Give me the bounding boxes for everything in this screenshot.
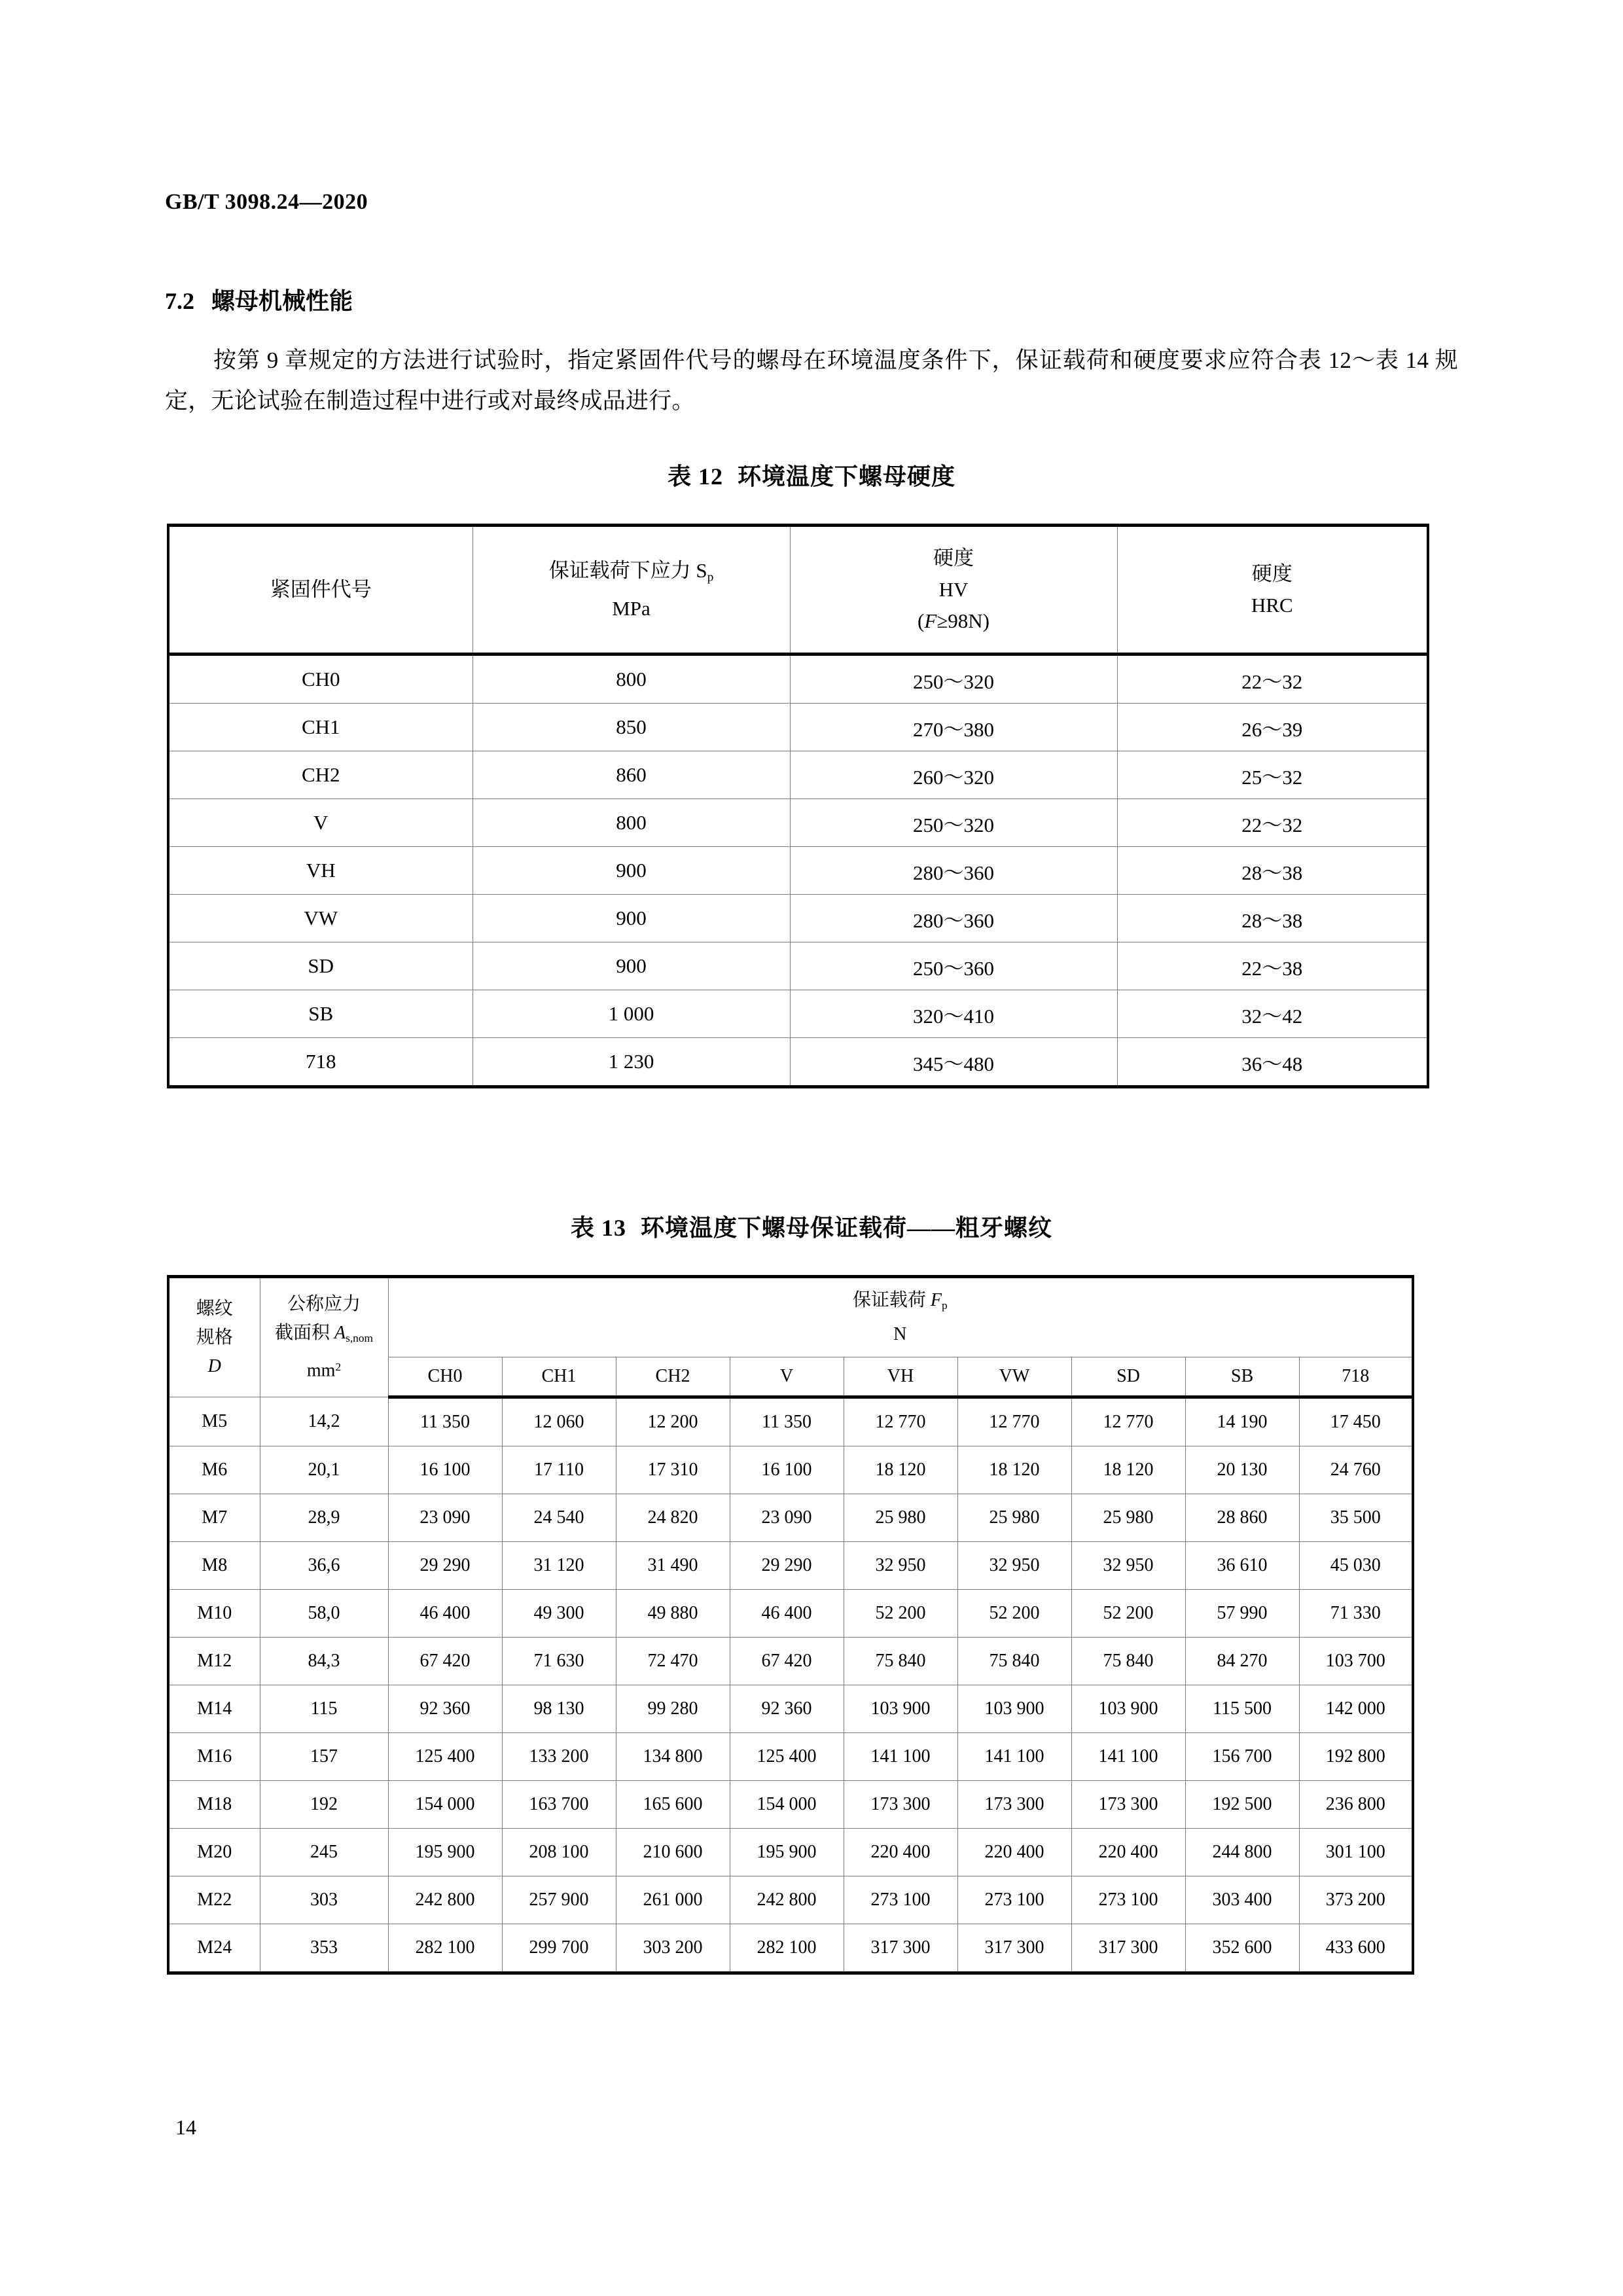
table-13-cell-proof-load: 25 980 [844, 1494, 957, 1542]
table-12-cell-hrc: 22～38 [1117, 942, 1428, 990]
table-13-cell-thread-size: M7 [168, 1494, 260, 1542]
table-13-cell-proof-load: 195 900 [388, 1829, 502, 1876]
table-13-cell-proof-load: 14 190 [1185, 1397, 1299, 1446]
table-12-cell-stress: 900 [473, 942, 790, 990]
table-13-cell-proof-load: 71 330 [1299, 1590, 1413, 1638]
table-13-cell-proof-load: 236 800 [1299, 1781, 1413, 1829]
table-13-caption [0, 1210, 1623, 1243]
table-12-body [168, 655, 1428, 1087]
table-12-cell-hv: 250～360 [790, 942, 1117, 990]
table-12-cell-hv: 320～410 [790, 990, 1117, 1038]
table-12-cell-hrc: 28～38 [1117, 847, 1428, 895]
table-row [168, 1733, 1413, 1781]
table-13-cell-proof-load: 71 630 [502, 1638, 616, 1685]
table-12-cell-hv: 260～320 [790, 751, 1117, 799]
table-13-cell-proof-load: 25 980 [1071, 1494, 1185, 1542]
table-13-cell-proof-load: 31 120 [502, 1542, 616, 1590]
table-12-cell-hrc: 28～38 [1117, 895, 1428, 942]
table-13-cell-stress-area: 58,0 [260, 1590, 388, 1638]
table-13-cell-proof-load: 32 950 [1071, 1542, 1185, 1590]
table-13-col-header-thread [168, 1277, 260, 1397]
table-row [168, 704, 1428, 751]
table-13-cell-proof-load: 52 200 [1071, 1590, 1185, 1638]
header-text-area-line1: 公称应力 [287, 1293, 361, 1314]
table-13-cell-proof-load: 23 090 [388, 1494, 502, 1542]
table-13-cell-proof-load: 92 360 [388, 1685, 502, 1733]
table-12-cell-stress: 850 [473, 704, 790, 751]
table-13-cell-proof-load: 192 800 [1299, 1733, 1413, 1781]
table-13-col-header-grade: CH1 [502, 1357, 616, 1397]
table-13-cell-stress-area: 115 [260, 1685, 388, 1733]
table-13-cell-proof-load: 45 030 [1299, 1542, 1413, 1590]
table-13-cell-proof-load: 31 490 [616, 1542, 730, 1590]
table-13-cell-proof-load: 303 200 [616, 1924, 730, 1973]
table-12-caption [0, 458, 1623, 492]
table-13-cell-proof-load: 125 400 [730, 1733, 844, 1781]
table-13-col-header-grade: CH0 [388, 1357, 502, 1397]
table-12-cell-hv: 250～320 [790, 799, 1117, 847]
table-13-cell-stress-area: 192 [260, 1781, 388, 1829]
table-13-cell-thread-size: M16 [168, 1733, 260, 1781]
table-13 [167, 1275, 1414, 1975]
table-13-cell-stress-area: 245 [260, 1829, 388, 1876]
table-13-cell-proof-load: 35 500 [1299, 1494, 1413, 1542]
document-header-code: GB/T 3098.24—2020 [165, 190, 368, 214]
table-13-cell-stress-area: 157 [260, 1733, 388, 1781]
table-12-cell-hrc: 22～32 [1117, 655, 1428, 704]
table-13-cell-proof-load: 103 900 [957, 1685, 1071, 1733]
table-13-cell-thread-size: M10 [168, 1590, 260, 1638]
table-13-cell-proof-load: 29 290 [730, 1542, 844, 1590]
table-12-col-header-hv [790, 526, 1117, 655]
table-13-caption-label: 表 13 [570, 1215, 626, 1241]
table-13-cell-proof-load: 12 770 [957, 1397, 1071, 1446]
table-row [168, 1781, 1413, 1829]
table-12-cell-code: CH2 [168, 751, 473, 799]
table-12-cell-hv: 280～360 [790, 847, 1117, 895]
table-12-cell-hv: 345～480 [790, 1038, 1117, 1087]
header-text-load-unit: N [893, 1323, 907, 1344]
table-12-cell-stress: 860 [473, 751, 790, 799]
table-13-cell-proof-load: 220 400 [957, 1829, 1071, 1876]
table-row [168, 942, 1428, 990]
table-row [168, 1685, 1413, 1733]
table-13-cell-proof-load: 433 600 [1299, 1924, 1413, 1973]
header-text-area-sub: s,nom [346, 1331, 374, 1344]
table-row [168, 1494, 1413, 1542]
table-13-container [167, 1275, 1414, 1975]
table-13-cell-proof-load: 103 900 [844, 1685, 957, 1733]
table-13-cell-proof-load: 208 100 [502, 1829, 616, 1876]
table-13-cell-proof-load: 28 860 [1185, 1494, 1299, 1542]
header-text-stress-sub: p [707, 570, 714, 584]
table-13-cell-proof-load: 173 300 [957, 1781, 1071, 1829]
table-13-cell-proof-load: 133 200 [502, 1733, 616, 1781]
table-12-caption-label: 表 12 [667, 463, 723, 490]
table-13-cell-proof-load: 23 090 [730, 1494, 844, 1542]
table-12-cell-hv: 270～380 [790, 704, 1117, 751]
table-13-cell-proof-load: 134 800 [616, 1733, 730, 1781]
table-13-cell-proof-load: 141 100 [844, 1733, 957, 1781]
table-13-cell-proof-load: 142 000 [1299, 1685, 1413, 1733]
table-13-cell-proof-load: 220 400 [1071, 1829, 1185, 1876]
table-12-cell-code: VH [168, 847, 473, 895]
table-12-cell-stress: 800 [473, 799, 790, 847]
table-row [168, 1638, 1413, 1685]
table-row [168, 1876, 1413, 1924]
table-13-cell-thread-size: M14 [168, 1685, 260, 1733]
table-13-cell-proof-load: 299 700 [502, 1924, 616, 1973]
table-12-cell-code: 718 [168, 1038, 473, 1087]
page-number: 14 [175, 2115, 196, 2139]
table-13-cell-proof-load: 16 100 [388, 1446, 502, 1494]
table-13-cell-proof-load: 141 100 [1071, 1733, 1185, 1781]
table-13-cell-proof-load: 57 990 [1185, 1590, 1299, 1638]
table-13-cell-proof-load: 273 100 [844, 1876, 957, 1924]
table-13-cell-proof-load: 24 820 [616, 1494, 730, 1542]
table-13-cell-proof-load: 12 060 [502, 1397, 616, 1446]
table-13-cell-proof-load: 49 300 [502, 1590, 616, 1638]
header-text-hv-condition: ≥98N) [936, 609, 990, 632]
header-text-area-symbol: A [334, 1322, 346, 1343]
table-13-cell-proof-load: 11 350 [388, 1397, 502, 1446]
table-13-cell-thread-size: M12 [168, 1638, 260, 1685]
table-13-col-header-grade: SD [1071, 1357, 1185, 1397]
table-13-cell-proof-load: 25 980 [957, 1494, 1071, 1542]
table-12-cell-stress: 1 000 [473, 990, 790, 1038]
table-13-caption-title: 环境温度下螺母保证载荷——粗牙螺纹 [641, 1215, 1053, 1241]
table-13-cell-proof-load: 173 300 [844, 1781, 957, 1829]
header-text-thread-symbol: D [207, 1355, 221, 1376]
table-13-cell-proof-load: 52 200 [844, 1590, 957, 1638]
table-13-cell-proof-load: 12 770 [844, 1397, 957, 1446]
table-13-cell-proof-load: 16 100 [730, 1446, 844, 1494]
table-13-cell-proof-load: 17 110 [502, 1446, 616, 1494]
table-13-cell-proof-load: 84 270 [1185, 1638, 1299, 1685]
table-12-caption-title: 环境温度下螺母硬度 [738, 463, 956, 490]
table-row [168, 847, 1428, 895]
table-13-cell-proof-load: 273 100 [957, 1876, 1071, 1924]
table-13-cell-proof-load: 12 200 [616, 1397, 730, 1446]
table-13-cell-proof-load: 282 100 [730, 1924, 844, 1973]
table-12 [167, 524, 1429, 1088]
table-row [168, 1446, 1413, 1494]
table-13-cell-thread-size: M5 [168, 1397, 260, 1446]
table-12-col-header-code [168, 526, 473, 655]
table-13-cell-proof-load: 242 800 [388, 1876, 502, 1924]
table-13-cell-proof-load: 282 100 [388, 1924, 502, 1973]
table-row [168, 799, 1428, 847]
table-13-cell-proof-load: 24 760 [1299, 1446, 1413, 1494]
header-text-hrc-line1: 硬度 [1251, 562, 1293, 585]
table-13-cell-proof-load: 156 700 [1185, 1733, 1299, 1781]
table-13-cell-thread-size: M18 [168, 1781, 260, 1829]
table-13-col-header-grade: 718 [1299, 1357, 1413, 1397]
table-12-cell-stress: 900 [473, 847, 790, 895]
header-text-area-unit: mm [306, 1360, 336, 1381]
table-13-cell-proof-load: 67 420 [388, 1638, 502, 1685]
header-text-stress-unit: MPa [612, 597, 651, 620]
table-row [168, 895, 1428, 942]
table-13-cell-proof-load: 373 200 [1299, 1876, 1413, 1924]
header-text-hv-paren-open: ( [918, 609, 925, 632]
table-13-col-header-grade: CH2 [616, 1357, 730, 1397]
table-12-cell-hrc: 36～48 [1117, 1038, 1428, 1087]
table-13-cell-proof-load: 163 700 [502, 1781, 616, 1829]
table-12-header-row [168, 526, 1428, 655]
table-13-cell-proof-load: 52 200 [957, 1590, 1071, 1638]
table-12-cell-code: CH0 [168, 655, 473, 704]
header-text-thread-line1: 螺纹 [196, 1298, 233, 1319]
table-13-cell-proof-load: 99 280 [616, 1685, 730, 1733]
table-12-cell-code: VW [168, 895, 473, 942]
table-13-col-header-grade: V [730, 1357, 844, 1397]
header-text-code: 紧固件代号 [270, 578, 372, 601]
table-12-cell-hv: 250～320 [790, 655, 1117, 704]
table-13-body [168, 1397, 1413, 1973]
table-13-cell-proof-load: 115 500 [1185, 1685, 1299, 1733]
table-12-cell-hrc: 22～32 [1117, 799, 1428, 847]
table-13-cell-proof-load: 154 000 [730, 1781, 844, 1829]
table-13-cell-thread-size: M22 [168, 1876, 260, 1924]
table-13-header [168, 1277, 1413, 1397]
table-13-cell-proof-load: 17 450 [1299, 1397, 1413, 1446]
table-12-cell-hrc: 25～32 [1117, 751, 1428, 799]
clause-title: 螺母机械性能 [211, 288, 353, 314]
table-12-cell-code: CH1 [168, 704, 473, 751]
table-13-cell-proof-load: 141 100 [957, 1733, 1071, 1781]
table-row [168, 1397, 1413, 1446]
table-13-cell-proof-load: 17 310 [616, 1446, 730, 1494]
table-13-cell-stress-area: 303 [260, 1876, 388, 1924]
table-12-cell-hrc: 32～42 [1117, 990, 1428, 1038]
table-13-cell-proof-load: 165 600 [616, 1781, 730, 1829]
table-13-cell-proof-load: 46 400 [730, 1590, 844, 1638]
table-13-cell-proof-load: 12 770 [1071, 1397, 1185, 1446]
table-13-cell-proof-load: 103 700 [1299, 1638, 1413, 1685]
table-13-cell-proof-load: 32 950 [844, 1542, 957, 1590]
table-13-cell-proof-load: 154 000 [388, 1781, 502, 1829]
table-12-container [167, 524, 1429, 1088]
table-row [168, 1038, 1428, 1087]
table-13-cell-stress-area: 20,1 [260, 1446, 388, 1494]
table-12-cell-hrc: 26～39 [1117, 704, 1428, 751]
header-text-hv-line1: 硬度 [933, 547, 974, 569]
table-13-cell-proof-load: 18 120 [1071, 1446, 1185, 1494]
header-text-area-line2: 截面积 [274, 1322, 334, 1343]
table-13-cell-proof-load: 210 600 [616, 1829, 730, 1876]
clause-number: 7.2 [165, 288, 194, 314]
table-12-cell-stress: 800 [473, 655, 790, 704]
table-13-cell-stress-area: 36,6 [260, 1542, 388, 1590]
table-13-cell-proof-load: 72 470 [616, 1638, 730, 1685]
table-12-col-header-stress [473, 526, 790, 655]
table-13-cell-proof-load: 352 600 [1185, 1924, 1299, 1973]
table-13-header-row-top [168, 1277, 1413, 1357]
table-13-cell-proof-load: 92 360 [730, 1685, 844, 1733]
header-text-area-unit-exponent: 2 [335, 1360, 342, 1373]
clause-paragraph: 按第 9 章规定的方法进行试验时，指定紧固件代号的螺母在环境温度条件下，保证载荷和硬度要求应符合表 12～表 14 规定，无论试验在制造过程中进行或对最终成品进行。 [165, 348, 1458, 414]
table-13-cell-thread-size: M8 [168, 1542, 260, 1590]
table-13-cell-proof-load: 301 100 [1299, 1829, 1413, 1876]
table-13-cell-thread-size: M20 [168, 1829, 260, 1876]
table-row [168, 655, 1428, 704]
table-13-cell-thread-size: M6 [168, 1446, 260, 1494]
table-13-cell-proof-load: 195 900 [730, 1829, 844, 1876]
table-13-cell-stress-area: 84,3 [260, 1638, 388, 1685]
table-13-col-header-grade: VH [844, 1357, 957, 1397]
table-13-cell-proof-load: 257 900 [502, 1876, 616, 1924]
table-row [168, 990, 1428, 1038]
table-13-cell-proof-load: 18 120 [844, 1446, 957, 1494]
table-row [168, 751, 1428, 799]
header-text-load-line1: 保证载荷 [852, 1290, 931, 1311]
table-row [168, 1924, 1413, 1973]
table-13-cell-proof-load: 67 420 [730, 1638, 844, 1685]
table-13-cell-proof-load: 273 100 [1071, 1876, 1185, 1924]
table-13-cell-proof-load: 20 130 [1185, 1446, 1299, 1494]
table-13-cell-proof-load: 75 840 [1071, 1638, 1185, 1685]
table-12-cell-code: V [168, 799, 473, 847]
table-13-cell-proof-load: 29 290 [388, 1542, 502, 1590]
table-13-cell-proof-load: 36 610 [1185, 1542, 1299, 1590]
table-13-cell-proof-load: 317 300 [844, 1924, 957, 1973]
table-12-cell-code: SB [168, 990, 473, 1038]
table-13-cell-proof-load: 24 540 [502, 1494, 616, 1542]
table-13-cell-proof-load: 220 400 [844, 1829, 957, 1876]
table-13-cell-stress-area: 353 [260, 1924, 388, 1973]
header-text-stress-line1: 保证载荷下应力 S [548, 558, 707, 582]
table-13-col-header-load [388, 1277, 1413, 1357]
table-row [168, 1829, 1413, 1876]
header-text-hrc-line2: HRC [1251, 594, 1293, 617]
header-text-load-sub: p [942, 1299, 948, 1312]
header-text-hv-line2: HV [938, 578, 969, 601]
table-13-cell-proof-load: 103 900 [1071, 1685, 1185, 1733]
table-13-cell-stress-area: 28,9 [260, 1494, 388, 1542]
table-13-cell-proof-load: 125 400 [388, 1733, 502, 1781]
table-13-cell-proof-load: 75 840 [957, 1638, 1071, 1685]
table-13-cell-proof-load: 317 300 [1071, 1924, 1185, 1973]
table-13-cell-proof-load: 242 800 [730, 1876, 844, 1924]
table-row [168, 1542, 1413, 1590]
header-text-load-symbol: F [930, 1290, 942, 1311]
table-13-cell-proof-load: 244 800 [1185, 1829, 1299, 1876]
table-12-header [168, 526, 1428, 655]
header-text-thread-line2: 规格 [196, 1327, 233, 1348]
table-13-cell-thread-size: M24 [168, 1924, 260, 1973]
table-13-cell-proof-load: 75 840 [844, 1638, 957, 1685]
table-13-cell-proof-load: 49 880 [616, 1590, 730, 1638]
table-row [168, 1590, 1413, 1638]
table-13-cell-proof-load: 46 400 [388, 1590, 502, 1638]
table-13-col-header-grade: VW [957, 1357, 1071, 1397]
table-13-cell-proof-load: 11 350 [730, 1397, 844, 1446]
table-13-cell-proof-load: 98 130 [502, 1685, 616, 1733]
table-13-cell-proof-load: 173 300 [1071, 1781, 1185, 1829]
table-13-cell-proof-load: 261 000 [616, 1876, 730, 1924]
table-12-cell-stress: 1 230 [473, 1038, 790, 1087]
table-13-cell-proof-load: 18 120 [957, 1446, 1071, 1494]
table-13-cell-stress-area: 14,2 [260, 1397, 388, 1446]
header-text-hv-force-symbol: F [924, 609, 937, 632]
table-13-cell-proof-load: 192 500 [1185, 1781, 1299, 1829]
clause-heading [165, 283, 353, 316]
table-12-cell-stress: 900 [473, 895, 790, 942]
table-12-cell-hv: 280～360 [790, 895, 1117, 942]
table-13-cell-proof-load: 317 300 [957, 1924, 1071, 1973]
table-13-col-header-grade: SB [1185, 1357, 1299, 1397]
table-13-cell-proof-load: 303 400 [1185, 1876, 1299, 1924]
table-13-cell-proof-load: 32 950 [957, 1542, 1071, 1590]
table-13-col-header-area [260, 1277, 388, 1397]
table-12-col-header-hrc [1117, 526, 1428, 655]
table-12-cell-code: SD [168, 942, 473, 990]
